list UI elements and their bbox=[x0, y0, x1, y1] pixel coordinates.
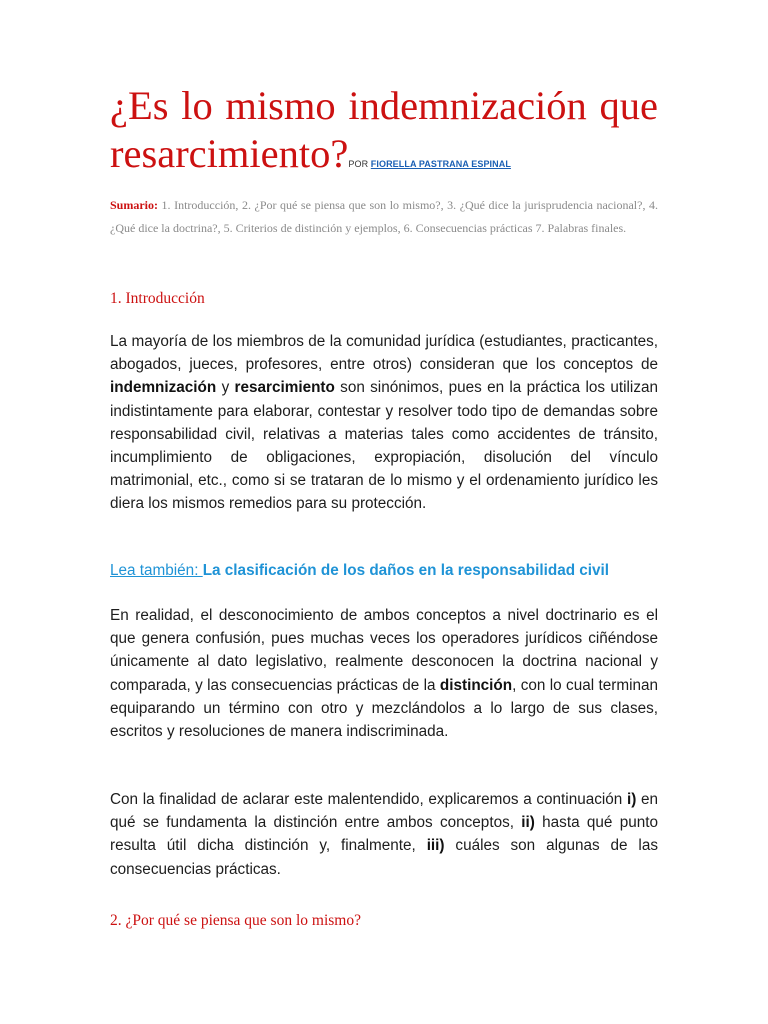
see-also-link[interactable]: La clasificación de los daños en la responsabilidad civil bbox=[202, 562, 610, 579]
paragraph-1 bbox=[110, 330, 658, 516]
paragraph-2-text: , con lo cual terminan equiparando un término con otro y mezclándolos a lo largo de sus clases, escritos y resoluciones de manera indiscriminada. bbox=[110, 676, 658, 741]
summary-label: Sumario: bbox=[110, 198, 158, 212]
summary-text: 1. Introducción, 2. ¿Por qué se piensa que son lo mismo?, 3. ¿Qué dice la jurisprudencia nacional?, 4. ¿Qué dice la doctrina?, 5. Criterios de distinción y ejemplos, 6. Consecuencias prácticas 7. Palabras finales. bbox=[110, 198, 658, 235]
enum-marker-iii: iii) bbox=[426, 837, 445, 855]
article-title-line-2 bbox=[110, 130, 511, 188]
paragraph-1-text: La mayoría de los miembros de la comunidad jurídica (estudiantes, practicantes, abogados, jueces, profesores, entre otros) consideran que los conceptos de bbox=[110, 333, 658, 374]
author-link[interactable]: FIORELLA PASTRANA ESPINAL bbox=[370, 159, 511, 169]
article-title-line-1: ¿Es lo mismo indemnización que bbox=[110, 83, 658, 128]
byline-prefix: POR bbox=[348, 159, 371, 169]
paragraph-1-text: y bbox=[216, 379, 235, 397]
section-heading-por-que: 2. ¿Por qué se piensa que son lo mismo? bbox=[110, 912, 361, 929]
paragraph-3 bbox=[110, 788, 658, 881]
enum-marker-ii: ii) bbox=[521, 814, 535, 832]
enum-marker-i: i) bbox=[626, 791, 637, 808]
paragraph-1-text: son sinónimos, pues en la práctica los utilizan indistintamente para elaborar, contestar y resolver todo tipo de demandas sobre responsabilidad civil, relativas a materias tales como accidentes de tránsito, incumplimiento de obligaciones, expropiación, disolución del vínculo matrimonial, etc., como si se trataran de lo mismo y el ordenamiento jurídico les diera los mismos remedios para su protección. bbox=[110, 379, 658, 513]
paragraph-3-text: Con la finalidad de aclarar este malentendido, explicaremos a continuación bbox=[110, 791, 627, 808]
term-resarcimiento: resarcimiento bbox=[234, 379, 335, 397]
section-heading-introduccion: 1. Introducción bbox=[110, 290, 205, 307]
paragraph-2 bbox=[110, 604, 658, 743]
paragraph-3-text: en qué se fundamenta la distinción entre ambos conceptos, bbox=[110, 791, 658, 832]
paragraph-2-text: En realidad, el desconocimiento de ambos conceptos a nivel doctrinario es el que genera confusión, pues muchas veces los operadores jurídicos ciñéndose únicamente al dato legislativo, realmente desconocen la doctrina nacional y comparada, y las consecuencias prácticas de la bbox=[110, 607, 658, 694]
see-also bbox=[110, 559, 609, 582]
article-title-end: resarcimiento? bbox=[110, 131, 349, 176]
paragraph-3-text: hasta qué punto resulta útil dicha distinción y, finalmente, bbox=[110, 814, 658, 855]
see-also-lead[interactable]: Lea también: bbox=[110, 562, 203, 579]
term-distincion: distinción bbox=[439, 676, 513, 694]
summary bbox=[110, 194, 658, 240]
paragraph-3-text: cuáles son algunas de las consecuencias prácticas. bbox=[110, 837, 658, 878]
byline bbox=[348, 159, 511, 169]
term-indemnizacion: indemnización bbox=[110, 379, 217, 397]
